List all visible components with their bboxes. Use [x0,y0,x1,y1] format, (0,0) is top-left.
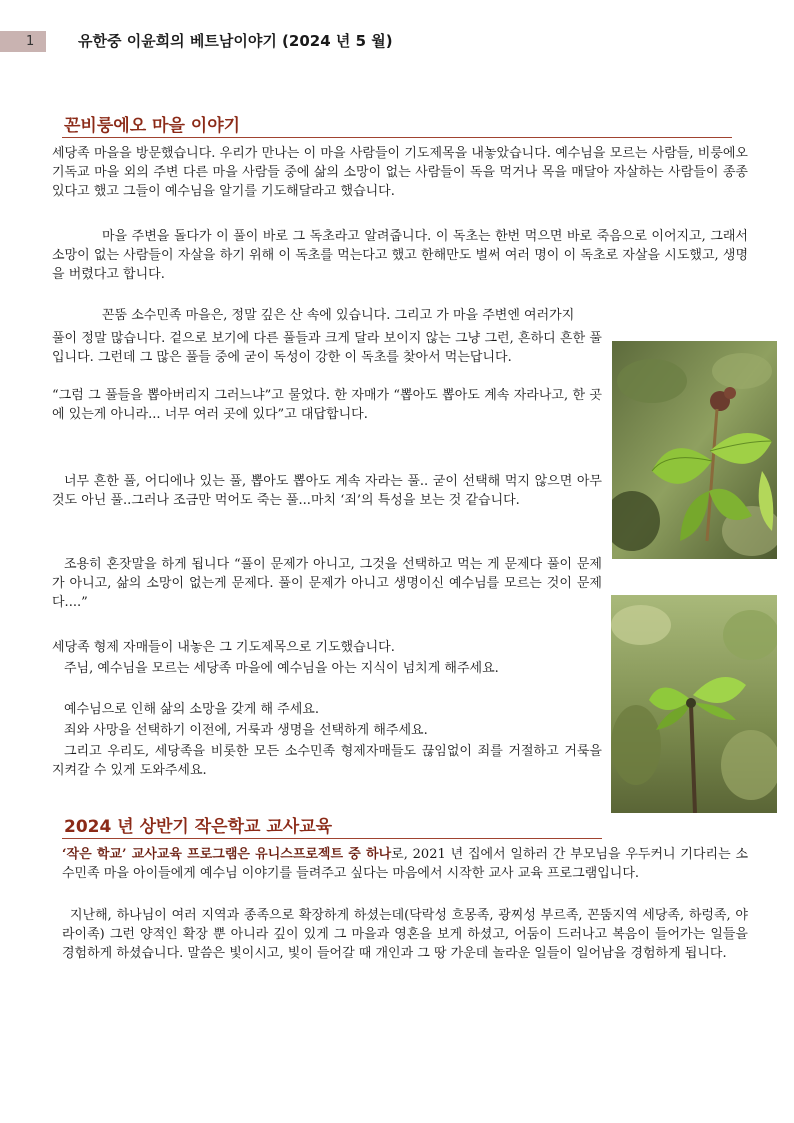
paragraph: 마을 주변을 돌다가 이 풀이 바로 그 독초라고 알려줍니다. 이 독초는 한번 먹으면 바로 죽음으로 이어지고, 그래서 소망이 없는 사람들이 자살을 하기 위해 이 독초를 먹는다고 했고 한해만도 벌써 여러 명이 이 독초로 자살을 시도했고, 생명을 버렸다고 합니다. [52,229,748,282]
paragraph: 조용히 혼잣말을 하게 됩니다 “풀이 문제가 아니고, 그것을 선택하고 먹는 게 문제다 풀이 문제가 아니고, 삶의 소망이 없는게 문제다. 풀이 문제가 아니고 생명이신 예수님를 모르는 것이 문제다....” [52,557,602,610]
paragraph: “그럼 그 풀들을 뽑아버리지 그러느냐”고 물었다. 한 자매가 “뽑아도 뽑아도 계속 자라나고, 한 곳에 있는게 아니라... 너무 여러 곳에 있다”고 대답합니다. [52,388,602,422]
paragraph: 주님, 예수님을 모르는 세당족 마을에 예수님을 아는 지식이 넘치게 해주세요. [64,661,499,676]
paragraph: 예수님으로 인해 삶의 소망을 갖게 해 주세요. [64,702,319,717]
plant-photo-sprout [611,595,777,813]
section-rule [62,838,602,839]
paragraph-text: 로, 2021 년 집에서 일하러 간 부모님을 우두커니 기다리는 소수민족 마을 아이들에게 예수님 이야기를 들려주고 싶다는 마음에서 시작한 교사 교육 프로그램입니다. [62,847,748,881]
section-title-teacher-training: 2024 년 상반기 작은학교 교사교육 [64,817,333,837]
paragraph: 죄와 사망을 선택하기 이전에, 거룩과 생명을 선택하게 해주세요. [64,723,428,738]
paragraph: 그리고 우리도, 세당족을 비롯한 모든 소수민족 형제자매들도 끊임없이 죄를 거절하고 거룩을 지켜갈 수 있게 도와주세요. [52,744,602,778]
paragraph: 풀이 정말 많습니다. 겉으로 보기에 다른 풀들과 크게 달라 보이지 않는 그냥 그런, 흔하디 흔한 풀입니다. 그런데 그 많은 풀들 중에 굳이 독성이 강한 이 독초를 찾아서 먹는답니다. [52,331,602,365]
running-header: 유한중 이윤희의 베트남이야기 (2024 년 5 월) [78,32,393,50]
paragraph: 세당족 형제 자매들이 내놓은 그 기도제목으로 기도했습니다. [52,640,395,655]
paragraph: 너무 흔한 풀, 어디에나 있는 풀, 뽑아도 뽑아도 계속 자라는 풀.. 굳이 선택해 먹지 않으면 아무것도 아닌 풀..그러나 조금만 먹어도 죽는 풀...마치 ‘죄’의 특성을 보는 것 같습니다. [52,474,602,508]
paragraph [62,845,748,883]
paragraph: 지난해, 하나님이 여러 지역과 종족으로 확장하게 하셨는데(닥락성 흐몽족, 광찌성 부르족, 꼰뚬지역 세당족, 하렁족, 야라이족) 그런 양적인 확장 뿐 아니라 깊이 있게 그 마을과 영혼을 보게 하셨고, 어둠이 드러나고 복음이 들어가는 일들을 경험하게 하셨습니다. 말씀은 빛이시고, 빛이 들어갈 때 개인과 그 땅 가운데 놀라운 일들이 일어남을 경험하게 됩니다. [62,908,748,961]
section-rule [62,137,732,138]
paragraph: 세당족 마을을 방문했습니다. 우리가 만나는 이 마을 사람들이 기도제목을 내놓았습니다. 예수님을 모르는 사람들, 비룽에오 기독교 마을 외의 주변 다른 마을 사람들 중에 삶의 소망이 없는 사람들이 독을 먹거나 목을 매달아 자살하는 사람들이 종종 있다고 했고 그들이 예수님을 알기를 기도해달라고 했습니다. [52,146,748,199]
paragraph: 꼰뚬 소수민족 마을은, 정말 깊은 산 속에 있습니다. 그리고 가 마을 주변엔 여러가지 [102,308,575,323]
page-number: 1 [0,31,46,52]
plant-photo-leaves [612,341,777,559]
section-title-village: 꼰비룽에오 마을 이야기 [64,116,241,136]
emphasis-text: ‘작은 학교’ 교사교육 프로그램은 유니스프로젝트 중 하나 [62,847,392,862]
